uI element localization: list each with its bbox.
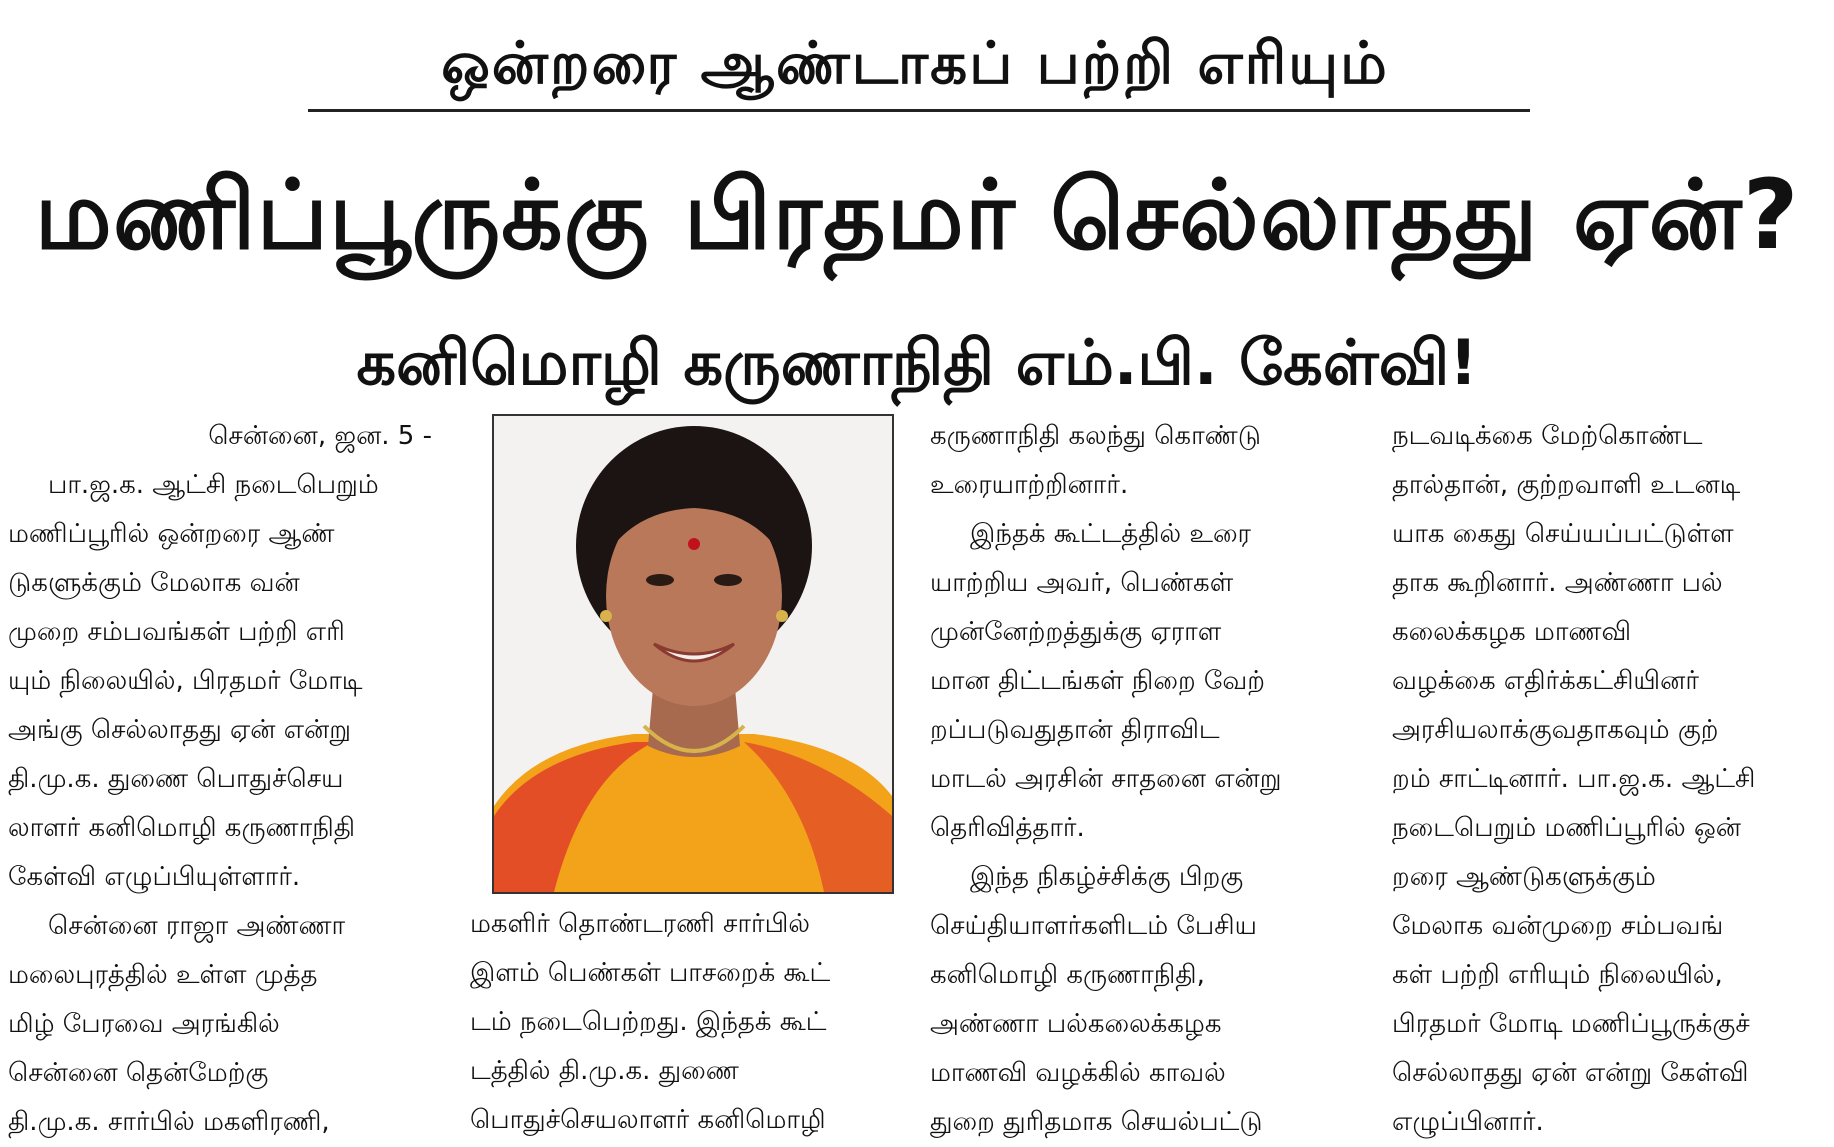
text-line: றரை ஆண்டுகளுக்கும் — [1392, 862, 1656, 892]
text-line: செல்லாதது ஏன் என்று கேள்வி — [1392, 1058, 1749, 1088]
text-line: பொதுச்செயலாளர் கனிமொழி — [470, 1105, 826, 1135]
kicker-heading: ஒன்றரை ஆண்டாகப் பற்றி எரியும் — [441, 29, 1389, 97]
text-line: வழக்கை எதிர்க்கட்சியினர் — [1392, 666, 1699, 696]
text-line: நடவடிக்கை மேற்கொண்ட — [1392, 421, 1703, 451]
text-line: மிழ் பேரவை அரங்கில் — [8, 1009, 280, 1039]
text-line: மகளிர் தொண்டரணி சார்பில் — [470, 909, 810, 939]
kicker-underline — [308, 109, 1530, 112]
text-line: இளம் பெண்கள் பாசறைக் கூட் — [470, 958, 831, 988]
text-line: மாடல் அரசின் சாதனை என்று — [930, 764, 1282, 794]
text-line: முறை சம்பவங்கள் பற்றி எரி — [8, 617, 345, 647]
text-line: கலைக்கழக மாணவி — [1392, 617, 1632, 647]
text-line: டத்தில் தி.மு.க. துணை — [470, 1056, 739, 1086]
text-line: மாணவி வழக்கில் காவல் — [930, 1058, 1226, 1088]
text-line: நடைபெறும் மணிப்பூரில் ஒன் — [1392, 813, 1741, 843]
text-line: சென்னை தென்மேற்கு — [8, 1058, 269, 1088]
text-line: தால்தான், குற்றவாளி உடனடி — [1392, 470, 1741, 500]
sub-headline: கனிமொழி கருணாநிதி எம்.பி. கேள்வி! — [356, 326, 1478, 399]
dateline: சென்னை, ஜன. 5 - — [208, 421, 432, 451]
text-line: துறை துரிதமாக செயல்பட்டு — [930, 1107, 1263, 1137]
text-line: யாற்றிய அவர், பெண்கள் — [930, 568, 1234, 598]
portrait-photo — [492, 414, 894, 894]
text-line: தெரிவித்தார். — [930, 813, 1085, 843]
text-line: செய்தியாளர்களிடம் பேசிய — [930, 911, 1257, 941]
text-line: சென்னை ராஜா அண்ணா — [48, 911, 346, 941]
text-line: தாக கூறினார். அண்ணா பல் — [1392, 568, 1723, 598]
text-line: றம் சாட்டினார். பா.ஜ.க. ஆட்சி — [1392, 764, 1756, 794]
text-line: அண்ணா பல்கலைக்கழக — [930, 1009, 1222, 1039]
text-line: மணிப்பூரில் ஒன்றரை ஆண் — [8, 519, 335, 549]
text-line: யும் நிலையில், பிரதமர் மோடி — [8, 666, 363, 696]
text-line: பா.ஜ.க. ஆட்சி நடைபெறும் — [48, 470, 379, 500]
text-line: யாக கைது செய்யப்பட்டுள்ள — [1392, 519, 1734, 549]
text-line: அங்கு செல்லாதது ஏன் என்று — [8, 715, 351, 745]
text-line: இந்தக் கூட்டத்தில் உரை — [970, 519, 1251, 549]
text-line: பிரதமர் மோடி மணிப்பூருக்குச் — [1392, 1009, 1750, 1039]
main-headline: மணிப்பூருக்கு பிரதமர் செல்லாதது ஏன்? — [34, 159, 1800, 271]
text-line: எழுப்பினார். — [1392, 1107, 1544, 1137]
text-line: தி.மு.க. துணை பொதுச்செய — [8, 764, 344, 794]
text-line: கனிமொழி கருணாநிதி, — [930, 960, 1205, 990]
text-line: மேலாக வன்முறை சம்பவங் — [1392, 911, 1724, 941]
text-line: கேள்வி எழுப்பியுள்ளார். — [8, 862, 301, 892]
text-line: தி.மு.க. சார்பில் மகளிரணி, — [8, 1107, 330, 1137]
text-line: கள் பற்றி எரியும் நிலையில், — [1392, 960, 1723, 990]
article-column-1 — [8, 412, 438, 1147]
portrait-illustration — [494, 416, 892, 892]
article-column-4 — [1392, 412, 1824, 1147]
text-line: டம் நடைபெற்றது. இந்தக் கூட் — [470, 1007, 827, 1037]
text-line: டுகளுக்கும் மேலாக வன் — [8, 568, 300, 598]
article-column-2 — [470, 900, 900, 1145]
text-line: இந்த நிகழ்ச்சிக்கு பிறகு — [970, 862, 1244, 892]
text-line: முன்னேற்றத்துக்கு ஏராள — [930, 617, 1222, 647]
text-line: லாளர் கனிமொழி கருணாநிதி — [8, 813, 356, 843]
text-line: றப்படுவதுதான் திராவிட — [930, 715, 1220, 745]
text-line: மான திட்டங்கள் நிறை வேற் — [930, 666, 1265, 696]
text-line: மலைபுரத்தில் உள்ள முத்த — [8, 960, 318, 990]
article-column-3 — [930, 412, 1360, 1147]
text-line: உரையாற்றினார். — [930, 470, 1129, 500]
text-line: கருணாநிதி கலந்து கொண்டு — [930, 421, 1261, 451]
text-line: அரசியலாக்குவதாகவும் குற் — [1392, 715, 1719, 745]
